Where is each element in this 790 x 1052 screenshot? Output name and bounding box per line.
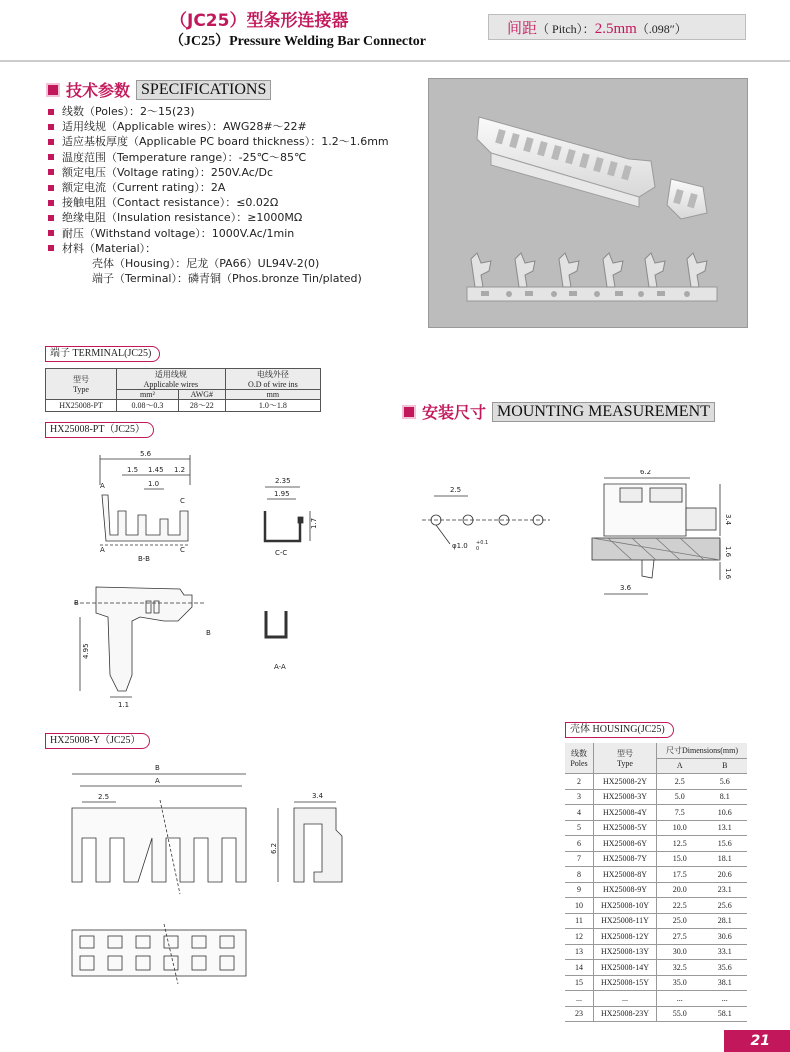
section-square-icon [402, 405, 416, 419]
page-number: 21 [724, 1030, 790, 1052]
cell: 55.0 [657, 1006, 703, 1022]
cell: HX25008-11Y [594, 913, 657, 929]
bullet-icon [48, 200, 54, 206]
cell: 20.6 [703, 867, 747, 883]
cell: 28.1 [703, 913, 747, 929]
table-row [565, 991, 747, 1007]
spec-item [48, 150, 389, 165]
cell: 8 [565, 867, 594, 883]
cell: 18.1 [703, 851, 747, 867]
cell: ... [565, 991, 594, 1007]
cell: 5.6 [703, 774, 747, 790]
dim-5-6: 5.6 [140, 450, 152, 458]
dim-tol-down: 0 [476, 546, 480, 552]
cell: HX25008-2Y [594, 774, 657, 790]
cell: 5 [565, 820, 594, 836]
spec-material-housing [48, 256, 389, 271]
dim-1-0: 1.0 [148, 480, 160, 488]
cell: 1.0～1.8 [225, 400, 320, 412]
cell: HX25008-4Y [594, 805, 657, 821]
cell: 25.6 [703, 898, 747, 914]
bullet-icon [48, 139, 54, 145]
dim-3-6: 3.6 [620, 584, 632, 592]
table-row [565, 898, 747, 914]
cell: ... [594, 991, 657, 1007]
cell: 15.6 [703, 836, 747, 852]
cell: 15 [565, 975, 594, 991]
cell: 7.5 [657, 805, 703, 821]
mount-title-en: MOUNTING MEASUREMENT [492, 402, 715, 422]
table-row [46, 400, 321, 412]
spec-item [48, 195, 389, 210]
spec-text: 温度范围（Temperature range）：-25℃～85℃ [62, 150, 307, 164]
table-row [565, 960, 747, 976]
th-mm: mm [225, 390, 320, 400]
title-cn: （JC25）型条形连接器 [170, 11, 349, 31]
table-row [565, 820, 747, 836]
th-dimensions: 尺寸Dimensions(mm) [657, 743, 748, 758]
dim-2-5: 2.5 [98, 793, 110, 801]
cell: HX25008-6Y [594, 836, 657, 852]
label-a-top: A [100, 482, 105, 490]
spec-item [48, 165, 389, 180]
specs-title-cn: 技术参数 [66, 81, 131, 100]
label-c-bottom: C [180, 546, 185, 554]
dim-1-2: 1.2 [174, 466, 186, 474]
cell: HX25008-23Y [594, 1006, 657, 1022]
cell: 10.0 [657, 820, 703, 836]
spec-item [48, 104, 389, 119]
table-row [565, 789, 747, 805]
cell: 3 [565, 789, 594, 805]
cell: HX25008-15Y [594, 975, 657, 991]
th-b: B [703, 758, 747, 774]
dim-1-7: 1.7 [310, 517, 318, 529]
bullet-icon [48, 124, 54, 130]
dim-6-2: 6.2 [640, 470, 652, 476]
bullet-icon [48, 185, 54, 191]
th-poles: 线数 Poles [565, 743, 594, 774]
spec-item [48, 241, 389, 256]
bullet-icon [48, 215, 54, 221]
title-en: （JC25）Pressure Welding Bar Connector [170, 34, 427, 49]
specs-header [46, 78, 271, 101]
cell: 28～22 [178, 400, 225, 412]
cell: 23 [565, 1006, 594, 1022]
cell: HX25008-PT [46, 400, 117, 412]
dim-3-4: 3.4 [724, 514, 732, 526]
spec-item [48, 210, 389, 225]
cell: HX25008-3Y [594, 789, 657, 805]
cell: ... [703, 991, 747, 1007]
dim-1-5: 1.5 [127, 466, 139, 474]
label-cc: C-C [275, 549, 288, 557]
y-drawing-label: HX25008-Y（JC25） [45, 733, 150, 749]
dim-label-a: A [155, 777, 160, 785]
terminal-table [45, 368, 321, 412]
cell: HX25008-13Y [594, 944, 657, 960]
dim-hole: φ1.0 [452, 542, 468, 550]
terminal-drawing [60, 445, 330, 710]
spec-text: 线数（Poles）：2～15(23) [62, 105, 195, 118]
table-row [565, 774, 747, 790]
cell: 2 [565, 774, 594, 790]
cell: 35.6 [703, 960, 747, 976]
mounting-drawing [410, 470, 740, 610]
spec-text: 耐压（Withstand voltage）：1000V.Ac/1min [62, 226, 295, 240]
dim-1-6-a: 1.6 [724, 546, 732, 558]
spec-text: 绝缘电阻（Insulation resistance）：≥1000MΩ [62, 211, 303, 225]
bullet-icon [48, 109, 54, 115]
label-aa: A-A [274, 663, 286, 671]
spec-list [48, 104, 389, 286]
th-type: 型号 Type [46, 369, 117, 400]
cell: 12.5 [657, 836, 703, 852]
dim-2-35: 2.35 [275, 477, 291, 485]
bullet-icon [48, 230, 54, 236]
pitch-box [488, 14, 746, 40]
spec-text: 接触电阻（Contact resistance）：≤0.02Ω [62, 196, 279, 210]
header-divider [0, 60, 790, 62]
cell: 4 [565, 805, 594, 821]
spec-text: 额定电压（Voltage rating）：250V.Ac/Dc [62, 165, 274, 179]
table-row [565, 929, 747, 945]
cell: 17.5 [657, 867, 703, 883]
cell: 2.5 [657, 774, 703, 790]
table-row [565, 867, 747, 883]
table-row [565, 1006, 747, 1022]
label-a-bottom: A [100, 546, 105, 554]
dim-1-45: 1.45 [148, 466, 164, 474]
dim-4-95: 4.95 [82, 643, 90, 659]
cell: HX25008-14Y [594, 960, 657, 976]
mount-header [402, 400, 715, 423]
label-b-right: B [206, 629, 211, 637]
cell: 13.1 [703, 820, 747, 836]
table-row [565, 975, 747, 991]
cell: 23.1 [703, 882, 747, 898]
table-row [565, 805, 747, 821]
cell: ... [657, 991, 703, 1007]
cell: 5.0 [657, 789, 703, 805]
cell: 33.1 [703, 944, 747, 960]
spec-material-terminal [48, 271, 389, 286]
product-photo-art [429, 79, 747, 327]
dim-pitch: 2.5 [450, 486, 462, 494]
housing-label: 壳体 HOUSING(JC25) [565, 722, 674, 738]
th-type: 型号 Type [594, 743, 657, 774]
spec-text: 适应基板厚度（Applicable PC board thickness）：1.2～1.6mm [62, 135, 389, 149]
cell: 20.0 [657, 882, 703, 898]
table-row [565, 913, 747, 929]
th-awg: AWG# [178, 390, 225, 400]
cell: 30.0 [657, 944, 703, 960]
mount-title-cn: 安装尺寸 [422, 403, 487, 422]
cell: 38.1 [703, 975, 747, 991]
label-c-top: C [180, 497, 185, 505]
th-wires: 适用线规 Applicable wires [117, 369, 226, 390]
bullet-icon [48, 169, 54, 175]
product-photo [428, 78, 748, 328]
cell: 14 [565, 960, 594, 976]
bullet-icon [48, 245, 54, 251]
bullet-icon [48, 154, 54, 160]
spec-item [48, 119, 389, 134]
th-a: A [657, 758, 703, 774]
table-row [565, 944, 747, 960]
cell: HX25008-7Y [594, 851, 657, 867]
pitch-label: （ Pitch）： [537, 22, 595, 36]
cell: 12 [565, 929, 594, 945]
cell: 11 [565, 913, 594, 929]
table-row [565, 836, 747, 852]
cell: 30.6 [703, 929, 747, 945]
cell: 10.6 [703, 805, 747, 821]
terminal-label: 端子 TERMINAL(JC25) [45, 346, 160, 362]
spec-text: 适用线规（Applicable wires）：AWG28#～22# [62, 120, 307, 134]
pitch-cn: 间距 [507, 19, 538, 37]
cell: 6 [565, 836, 594, 852]
label-b-left: B [74, 599, 79, 607]
spec-item [48, 134, 389, 149]
th-mm2: mm² [117, 390, 179, 400]
spec-item [48, 226, 389, 241]
th-od: 电线外径 O.D of wire ins [225, 369, 320, 390]
table-row [565, 851, 747, 867]
cell: 0.08～0.3 [117, 400, 179, 412]
spec-text: 材料（Material）： [62, 241, 157, 255]
cell: 15.0 [657, 851, 703, 867]
dim-label-b: B [155, 764, 160, 772]
label-bb: B-B [138, 555, 150, 563]
cell: 8.1 [703, 789, 747, 805]
cell: 35.0 [657, 975, 703, 991]
cell: 10 [565, 898, 594, 914]
table-row [565, 882, 747, 898]
dim-6-2: 6.2 [270, 842, 278, 854]
pt-drawing-label: HX25008-PT（JC25） [45, 422, 154, 438]
dim-tol-up: +0.1 [476, 540, 489, 546]
spec-item [48, 180, 389, 195]
cell: 32.5 [657, 960, 703, 976]
cell: 22.5 [657, 898, 703, 914]
cell: 13 [565, 944, 594, 960]
cell: HX25008-5Y [594, 820, 657, 836]
housing-table [565, 743, 747, 1022]
cell: 9 [565, 882, 594, 898]
cell: 7 [565, 851, 594, 867]
housing-drawing [60, 760, 360, 1000]
dim-1-95: 1.95 [274, 490, 290, 498]
dim-1-6-b: 1.6 [724, 568, 732, 580]
cell: 58.1 [703, 1006, 747, 1022]
pitch-inch: （.098″） [636, 22, 687, 36]
cell: HX25008-12Y [594, 929, 657, 945]
dim-1-1: 1.1 [118, 701, 130, 709]
cell: 25.0 [657, 913, 703, 929]
dim-3-4: 3.4 [312, 792, 324, 800]
pitch-value: 2.5mm [594, 21, 637, 37]
spec-text: 壳体（Housing）：尼龙（PA66）UL94V-2(0) [92, 257, 320, 271]
spec-text: 额定电流（Current rating）：2A [62, 181, 226, 195]
cell: 27.5 [657, 929, 703, 945]
spec-text: 端子（Terminal）：磷青铜（Phos.bronze Tin/plated) [92, 272, 362, 286]
cell: HX25008-9Y [594, 882, 657, 898]
cell: HX25008-8Y [594, 867, 657, 883]
specs-title-en: SPECIFICATIONS [136, 80, 271, 100]
section-square-icon [46, 83, 60, 97]
cell: HX25008-10Y [594, 898, 657, 914]
